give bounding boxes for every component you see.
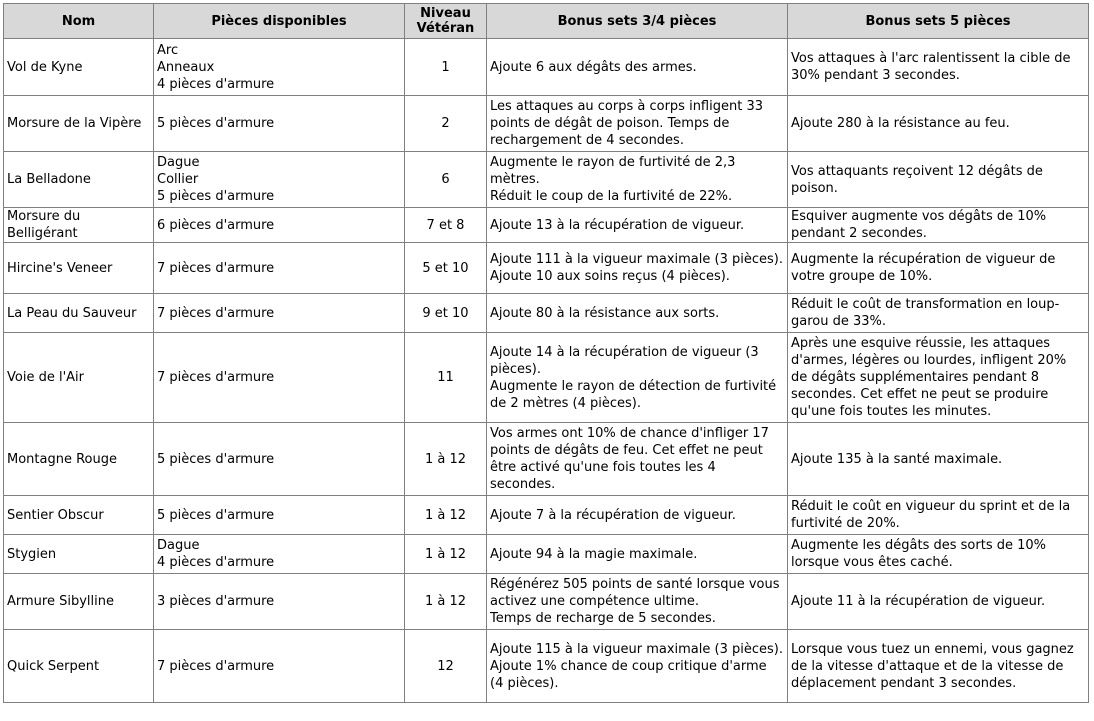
piece-line: 5 pièces d'armure [157,451,275,467]
bonus-line: Augmente le rayon de détection de furtivité de 2 mètres (4 pièces). [490,378,781,411]
piece-line: 7 pièces d'armure [157,370,275,385]
set-name-cell: Morsure de la Vipère [4,96,154,152]
bonus-3-4-cell [487,294,788,333]
bonus-5-cell [788,294,1089,333]
set-name-cell: Stygien [4,535,154,574]
bonus-line: Lorsque vous tuez un ennemi, vous gagnez de la vitesse d'attaque et de la vitesse de déplacement pendant 3 secondes. [791,641,1078,691]
bonus-line: Ajoute 10 aux soins reçus (4 pièces). [490,269,730,284]
bonus-5-cell [788,574,1089,630]
pieces-cell [154,96,405,152]
piece-line: Arc [157,42,179,58]
bonus-line: Augmente les dégâts des sorts de 10% lorsque vous êtes caché. [791,538,1051,570]
veteran-level-cell: 5 et 10 [405,243,487,294]
veteran-level-cell: 9 et 10 [405,294,487,333]
veteran-level-cell: 7 et 8 [405,208,487,243]
bonus-3-4-cell [487,39,788,96]
bonus-line: Réduit le coût en vigueur du sprint et de la furtivité de 20%. [791,499,1075,531]
bonus-line: Vos attaquants reçoivent 12 dégâts de poison. [791,163,1048,196]
bonus-3-4-cell [487,208,788,243]
table-row [4,630,1089,703]
table-row [4,496,1089,535]
pieces-cell [154,630,405,703]
piece-line: 5 pièces d'armure [157,189,275,204]
bonus-5-cell [788,423,1089,496]
bonus-line: Ajoute 135 à la santé maximale. [791,451,1003,467]
bonus-line: Réduit le coup de la furtivité de 22%. [490,189,733,204]
table-row [4,423,1089,496]
bonus-5-cell [788,496,1089,535]
piece-line: 3 pièces d'armure [157,594,275,609]
piece-line: 4 pièces d'armure [157,76,275,92]
bonus-line: Augmente le rayon de furtivité de 2,3 mètres. [490,155,740,187]
table-row [4,333,1089,423]
set-name-cell: Hircine's Veneer [4,243,154,294]
bonus-line: Augmente la récupération de vigueur de votre groupe de 10%. [791,252,1060,284]
bonus-3-4-cell [487,423,788,496]
piece-line: 6 pièces d'armure [157,217,275,233]
table-body [4,39,1089,703]
bonus-5-cell [788,630,1089,703]
bonus-3-4-cell [487,630,788,703]
bonus-line: Ajoute 6 aux dégâts des armes. [490,59,697,75]
bonus-line: Ajoute 1% chance de coup critique d'arme (4 pièces). [490,658,771,691]
piece-line: 4 pièces d'armure [157,555,275,570]
header-bonus-3-4: Bonus sets 3/4 pièces [487,4,788,39]
pieces-cell [154,208,405,243]
pieces-cell [154,423,405,496]
bonus-line: Esquiver augmente vos dégâts de 10% pendant 2 secondes. [791,209,1051,241]
pieces-cell [154,294,405,333]
pieces-cell [154,152,405,208]
bonus-line: Ajoute 14 à la récupération de vigueur (3 pièces). [490,344,763,377]
set-name-cell: Sentier Obscur [4,496,154,535]
bonus-line: Les attaques au corps à corps infligent 33 points de dégât de poison. Temps de rechargement de 4 secondes. [490,99,768,148]
veteran-level-cell: 12 [405,630,487,703]
bonus-3-4-cell [487,96,788,152]
bonus-line: Ajoute 111 à la vigueur maximale (3 pièces). [490,252,783,267]
pieces-cell [154,496,405,535]
pieces-cell [154,535,405,574]
header-level-line1: Niveau [420,6,471,21]
bonus-5-cell [788,243,1089,294]
bonus-line: Ajoute 80 à la résistance aux sorts. [490,305,720,321]
veteran-level-cell: 1 à 12 [405,496,487,535]
bonus-5-cell [788,152,1089,208]
bonus-3-4-cell [487,496,788,535]
header-level-line2: Vétéran [416,21,475,36]
bonus-5-cell [788,39,1089,96]
bonus-line: Ajoute 280 à la résistance au feu. [791,116,1010,131]
bonus-line: Vos armes ont 10% de chance d'infliger 17 points de dégâts de feu. Cet effet ne peut être activé qu'une fois toutes les 4 secondes. [490,426,773,492]
bonus-5-cell [788,333,1089,423]
bonus-3-4-cell [487,535,788,574]
set-name-cell: La Peau du Sauveur [4,294,154,333]
veteran-level-cell: 1 [405,39,487,96]
bonus-3-4-cell [487,333,788,423]
table-row [4,243,1089,294]
bonus-3-4-cell [487,574,788,630]
table-row [4,535,1089,574]
bonus-line: Réduit le coût de transformation en loup-garou de 33%. [791,297,1060,329]
piece-line: Dague [157,155,200,170]
table-row [4,96,1089,152]
table-row [4,208,1089,243]
set-name-cell: Voie de l'Air [4,333,154,423]
piece-line: 7 pièces d'armure [157,658,275,674]
bonus-line: Ajoute 94 à la magie maximale. [490,546,698,562]
bonus-5-cell [788,535,1089,574]
pieces-cell [154,243,405,294]
bonus-line: Ajoute 7 à la récupération de vigueur. [490,507,736,523]
bonus-line: Ajoute 13 à la récupération de vigueur. [490,217,745,233]
bonus-line: Après une esquive réussie, les attaques d'armes, légères ou lourdes, infligent 20% de dégâts supplémentaires pendant 8 secondes. Cet effet ne peut se produire qu'une fois toutes les minutes. [791,336,1071,419]
piece-line: 7 pièces d'armure [157,260,275,276]
piece-line: 7 pièces d'armure [157,305,275,321]
veteran-level-cell: 6 [405,152,487,208]
veteran-level-cell: 11 [405,333,487,423]
table-row [4,574,1089,630]
table-row [4,294,1089,333]
armor-sets-table [3,3,1089,703]
piece-line: Collier [157,172,199,187]
veteran-level-cell: 1 à 12 [405,535,487,574]
bonus-line: Temps de recharge de 5 secondes. [490,611,716,626]
table-row [4,39,1089,96]
header-bonus-5: Bonus sets 5 pièces [788,4,1089,39]
bonus-line: Ajoute 11 à la récupération de vigueur. [791,594,1046,609]
set-name-cell: Montagne Rouge [4,423,154,496]
piece-line: 5 pièces d'armure [157,507,275,523]
piece-line: Dague [157,538,200,553]
pieces-cell [154,574,405,630]
piece-line: Anneaux [157,59,215,75]
pieces-cell [154,39,405,96]
piece-line: 5 pièces d'armure [157,116,275,131]
bonus-5-cell [788,208,1089,243]
veteran-level-cell: 1 à 12 [405,423,487,496]
header-pieces: Pièces disponibles [154,4,405,39]
bonus-line: Ajoute 115 à la vigueur maximale (3 pièces). [490,641,783,657]
set-name-cell: La Belladone [4,152,154,208]
veteran-level-cell: 2 [405,96,487,152]
bonus-line: Vos attaques à l'arc ralentissent la cible de 30% pendant 3 secondes. [791,51,1075,83]
bonus-3-4-cell [487,243,788,294]
bonus-3-4-cell [487,152,788,208]
header-name: Nom [4,4,154,39]
set-name-cell: Morsure du Belligérant [4,208,154,243]
veteran-level-cell: 1 à 12 [405,574,487,630]
set-name-cell: Vol de Kyne [4,39,154,96]
set-name-cell: Quick Serpent [4,630,154,703]
bonus-5-cell [788,96,1089,152]
pieces-cell [154,333,405,423]
table-row [4,152,1089,208]
header-level [405,4,487,39]
table-header-row [4,4,1089,39]
bonus-line: Régénérez 505 points de santé lorsque vous activez une compétence ultime. [490,577,784,609]
set-name-cell: Armure Sibylline [4,574,154,630]
